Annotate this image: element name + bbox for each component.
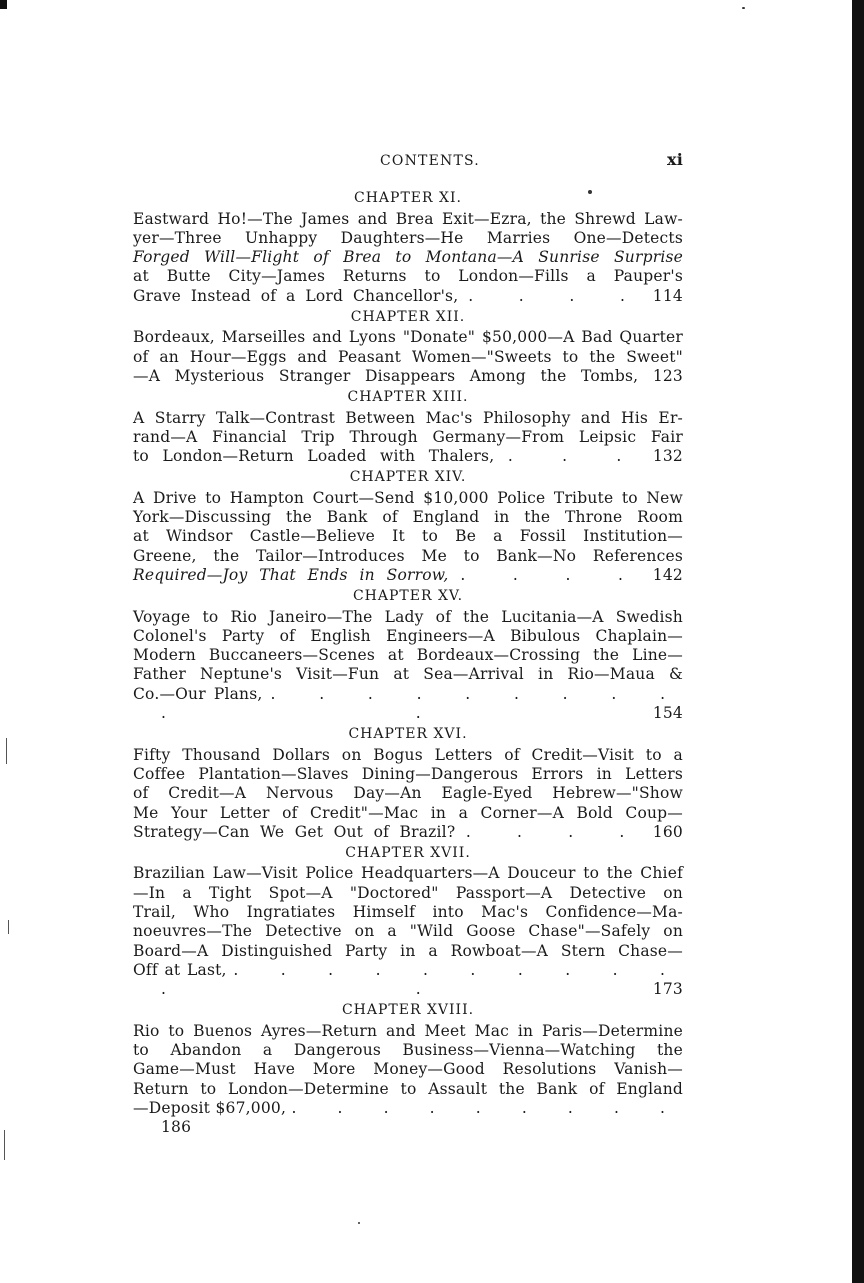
summary-text: Fifty Thousand Dollars on Bogus Letters of Credit—Visit to a	[133, 745, 683, 764]
summary-text: Voyage to Rio Janeiro—The Lady of the Lucitania—A Swedish	[133, 607, 683, 626]
summary-line	[133, 803, 683, 823]
summary-text: —A Mysterious Stranger Disappears Among the Tombs,	[133, 366, 639, 385]
summary-line	[133, 1021, 683, 1041]
dot-leaders: . . . .	[468, 286, 643, 305]
summary-text: Rio to Buenos Ayres—Return and Meet Mac in Paris—Determine	[133, 1021, 683, 1040]
dot-leaders: . . . .	[465, 822, 643, 841]
summary-line	[133, 488, 683, 508]
summary-line	[133, 1041, 683, 1060]
chapter-heading: CHAPTER XII.	[350, 309, 466, 326]
summary-line	[133, 745, 683, 765]
summary-line	[133, 902, 683, 922]
summary-text: noeuvres—The Detective on a "Wild Goose Chase"—Safely on	[133, 922, 683, 941]
summary-text: Off at Last,	[133, 960, 227, 979]
summary-text: Grave Instead of a Lord Chancellor's,	[133, 286, 459, 305]
summary-line	[133, 626, 683, 646]
summary-text: to London—Return Loaded with Thalers,	[133, 447, 495, 466]
dot-leaders: . . . . . . . . . . .	[161, 684, 683, 723]
summary-line	[133, 209, 683, 229]
summary-line	[133, 922, 683, 941]
summary-text: Coffee Plantation—Slaves Dining—Dangerous Errors in Letters	[133, 764, 683, 783]
summary-line	[133, 508, 683, 527]
scan-margin-mark	[4, 1130, 5, 1160]
summary-text: Me Your Letter of Credit"—Mac in a Corner—A Bold Coup—	[133, 803, 683, 822]
summary-text: Forged Will—Flight of Brea to Montana—A Sunrise Surprise	[133, 248, 683, 267]
chapter-heading: CHAPTER XVIII.	[341, 1002, 475, 1019]
summary-line	[133, 447, 683, 466]
summary-line	[133, 1060, 683, 1079]
summary-text: Board—A Distinguished Party in a Rowboat—A Stern Chase—	[133, 941, 683, 960]
summary-text: to Abandon a Dangerous Business—Vienna—Watching the	[133, 1041, 683, 1060]
chapter-heading: CHAPTER XI.	[354, 190, 462, 207]
summary-text: Greene, the Tailor—Introduces Me to Bank—No References	[133, 546, 683, 565]
summary-text: A Drive to Hampton Court—Send $10,000 Police Tribute to New	[133, 488, 683, 507]
chapter-summary	[133, 608, 683, 724]
summary-line	[133, 228, 683, 248]
summary-text: Strategy—Can We Get Out of Brazil?	[133, 822, 456, 841]
scan-speck	[742, 7, 745, 9]
summary-line	[133, 366, 683, 386]
summary-line	[133, 764, 683, 784]
summary-text: at Butte City—James Returns to London—Fills a Pauper's	[133, 267, 683, 286]
chapter-summary	[133, 328, 683, 386]
scan-margin-mark	[6, 738, 7, 764]
page-ref: 114	[652, 286, 683, 305]
summary-text: Return to London—Determine to Assault the Bank of England	[133, 1079, 683, 1098]
chapter-summary	[133, 409, 683, 467]
summary-line	[133, 684, 683, 724]
summary-line	[133, 960, 683, 1000]
summary-text: Colonel's Party of English Engineers—A Bibulous Chaplain—	[133, 626, 683, 645]
summary-line	[133, 286, 683, 306]
summary-text: Father Neptune's Visit—Fun at Sea—Arrival in Rio—Maua &	[133, 665, 683, 684]
summary-text: —In a Tight Spot—A "Doctored" Passport—A Detective on	[133, 883, 683, 902]
summary-line	[133, 665, 683, 684]
summary-text: A Starry Talk—Contrast Between Mac's Philosophy and His Er-	[133, 408, 683, 427]
chapter-heading: CHAPTER XV.	[352, 588, 464, 605]
summary-line	[133, 883, 683, 903]
chapter-summary	[133, 864, 683, 999]
scan-edge-shadow	[852, 0, 864, 1283]
summary-line	[133, 427, 683, 447]
dot-leaders: . . . . . . . . . . . .	[161, 960, 683, 999]
summary-line	[133, 1098, 683, 1138]
summary-line	[133, 822, 683, 842]
summary-text: rand—A Financial Trip Through Germany—From Leipsic Fair	[133, 427, 683, 446]
page-ref: 173	[652, 980, 683, 999]
scan-corner-mark	[0, 0, 7, 9]
summary-line	[133, 607, 683, 627]
summary-text: Modern Buccaneers—Scenes at Bordeaux—Crossing the Line—	[133, 646, 683, 665]
summary-text: Brazilian Law—Visit Police Headquarters—A Douceur to the Chief	[133, 864, 683, 883]
summary-line	[133, 565, 683, 585]
page-title: CONTENTS.	[380, 153, 480, 169]
dot-leaders: . . .	[507, 447, 640, 466]
summary-text: Trail, Who Ingratiates Himself into Mac's Confidence—Ma-	[133, 902, 683, 921]
dot-leaders: . . . . . . . . .	[291, 1098, 683, 1117]
chapter-list	[133, 189, 683, 1137]
page-ref: 154	[652, 704, 683, 723]
summary-line	[133, 328, 683, 347]
summary-text: Eastward Ho!—The James and Brea Exit—Ezra, the Shrewd Law-	[133, 209, 683, 228]
page-ref: 160	[652, 822, 683, 841]
summary-line	[133, 546, 683, 566]
summary-line	[133, 267, 683, 286]
chapter-heading: CHAPTER XIII.	[347, 389, 469, 406]
chapter-heading: CHAPTER XVI.	[348, 726, 468, 743]
scan-speck	[358, 1222, 360, 1224]
summary-line	[133, 784, 683, 803]
running-head	[133, 150, 683, 171]
summary-line	[133, 1079, 683, 1099]
summary-text: Required—Joy That Ends in Sorrow,	[133, 565, 449, 584]
page-ref: 123	[652, 366, 683, 385]
summary-text: Game—Must Have More Money—Good Resolutions Vanish—	[133, 1060, 683, 1079]
summary-text: Bordeaux, Marseilles and Lyons "Donate" $50,000—A Bad Quarter	[133, 328, 683, 347]
summary-text: of an Hour—Eggs and Peasant Women—"Sweets to the Sweet"	[133, 347, 683, 366]
summary-text: at Windsor Castle—Believe It to Be a Fossil Institution—	[133, 527, 683, 546]
chapter-summary	[133, 1022, 683, 1138]
chapter-summary	[133, 489, 683, 585]
scan-margin-mark	[8, 920, 9, 934]
chapter-summary	[133, 746, 683, 842]
summary-line	[133, 646, 683, 665]
page-ref: 186	[161, 1118, 192, 1137]
chapter-summary	[133, 210, 683, 306]
chapter-heading: CHAPTER XIV.	[349, 469, 467, 486]
page-ref: 142	[652, 565, 683, 584]
summary-line	[133, 408, 683, 428]
page-number: xi	[666, 150, 683, 169]
summary-line	[133, 347, 683, 367]
summary-line	[133, 527, 683, 546]
summary-line	[133, 941, 683, 961]
summary-line	[133, 248, 683, 267]
summary-text: —Deposit $67,000,	[133, 1098, 287, 1117]
dot-leaders: . . . .	[460, 565, 641, 584]
page-ref: 132	[652, 447, 683, 466]
summary-text: yer—Three Unhappy Daughters—He Marries One—Detects	[133, 228, 683, 247]
contents-page	[133, 150, 683, 1140]
summary-text: Co.—Our Plans,	[133, 684, 263, 703]
summary-text: of Credit—A Nervous Day—An Eagle-Eyed Hebrew—"Show	[133, 784, 683, 803]
chapter-heading: CHAPTER XVII.	[345, 845, 471, 862]
summary-text: York—Discussing the Bank of England in the Throne Room	[133, 508, 683, 527]
summary-line	[133, 864, 683, 883]
